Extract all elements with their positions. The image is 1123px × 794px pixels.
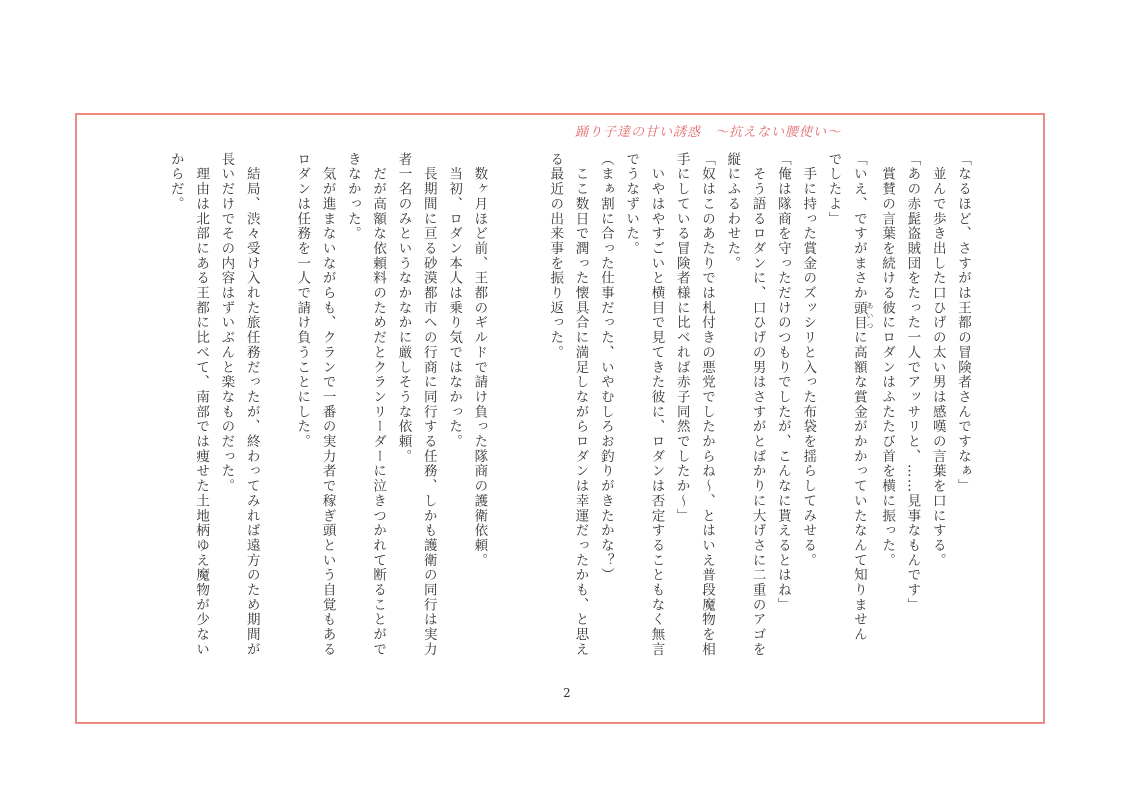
text-line: 当初、ロダン本人は乗り気ではなかった。 xyxy=(446,152,463,449)
text-line: 並んで歩き出した口ひげの太い男は感嘆の言葉を口にする。 xyxy=(929,152,946,568)
text-line: ここ数日で潤った懐具合に満足しながらロダンは幸運だったかも、と思え xyxy=(572,152,589,657)
text-line: 者一名のみというなかなかに厳しそうな依頼。 xyxy=(395,152,412,464)
text-line: 「あの赤髭盗賊団をたった一人でアッサリと、……見事なもんです」 xyxy=(904,152,921,613)
text-line: 数ヶ月ほど前、王都のギルドで請け負った隊商の護衛依頼。 xyxy=(471,152,488,568)
text-line-with-ruby xyxy=(846,152,874,662)
blank-line xyxy=(517,152,542,662)
text-line: ロダンは任務を一人で請け負うことにした。 xyxy=(294,152,311,449)
text-line: 「俺は隊商を守っただけのつもりでしたが、こんなに貰えるとはね」 xyxy=(774,152,791,613)
text-line: 手にしている冒険者様に比べれば赤子同然でしたか～」 xyxy=(673,152,690,524)
text-line: からだ。 xyxy=(167,152,184,212)
text-line: る最近の出来事を振り返った。 xyxy=(547,152,564,360)
running-header-title: 踊り子達の甘い誘惑 ～抗えない腰使い～ xyxy=(575,125,842,140)
ruby-reading: あいつ xyxy=(865,300,874,331)
text-line: そう語るロダンに、口ひげの男はさすがとばかりに大げさに二重のアゴを xyxy=(749,152,766,657)
page-number: 2 xyxy=(563,686,571,700)
text-line: でしたよ」 xyxy=(825,152,842,227)
text-line: 「なるほど、さすがは王都の冒険者さんですなぁ」 xyxy=(955,152,971,494)
text-line: 賞賛の言葉を続ける彼にロダンはふたたび首を横に振った。 xyxy=(879,152,896,568)
blank-line xyxy=(491,152,516,662)
text-line: （まぁ割に合った仕事だった、いやむしろお釣りがきたかな？） xyxy=(597,152,614,583)
vertical-text-body xyxy=(163,152,976,662)
text-line: 長いだけでその内容はずいぶんと楽なものだった。 xyxy=(218,152,235,494)
text-line: 理由は北部にある王都に比べて、南部では痩せた土地柄ゆえ魔物が少ない xyxy=(193,152,210,657)
text-line: 縦にふるわせた。 xyxy=(724,152,741,271)
ruby-word xyxy=(850,300,874,331)
ruby-line-before: 「いえ、ですがまさか xyxy=(850,152,867,301)
text-line: きなかった。 xyxy=(344,152,361,242)
text-line: 気が進まないながらも、クランで一番の実力者で稼ぎ頭という自覚もある xyxy=(319,152,336,657)
text-line: 「奴はこのあたりでは札付きの悪党でしたからね～、とはいえ普段魔物を相 xyxy=(699,152,716,657)
ruby-base: 頭目 xyxy=(850,300,867,331)
ruby-line-after: に高額な賞金がかかっていたなんて知りません xyxy=(850,330,867,643)
text-line: 長期間に亘る砂漠都市への行商に同行する任務、しかも護衛の同行は実力 xyxy=(420,152,437,657)
text-line: いやはやすごいと横目で見てきた彼に、ロダンは否定することもなく無言 xyxy=(648,152,665,657)
blank-line xyxy=(264,152,289,662)
text-line: 結局、渋々受け入れた旅任務だったが、終わってみれば遠方のため期間が xyxy=(243,152,260,657)
text-line: でうなずいた。 xyxy=(623,152,640,256)
text-line: だが高額な依頼料のためだとクランリーダーに泣きつかれて断ることがで xyxy=(370,152,387,657)
text-line: 手に持った賞金のズッシリと入った布袋を揺らしてみせる。 xyxy=(800,152,817,568)
